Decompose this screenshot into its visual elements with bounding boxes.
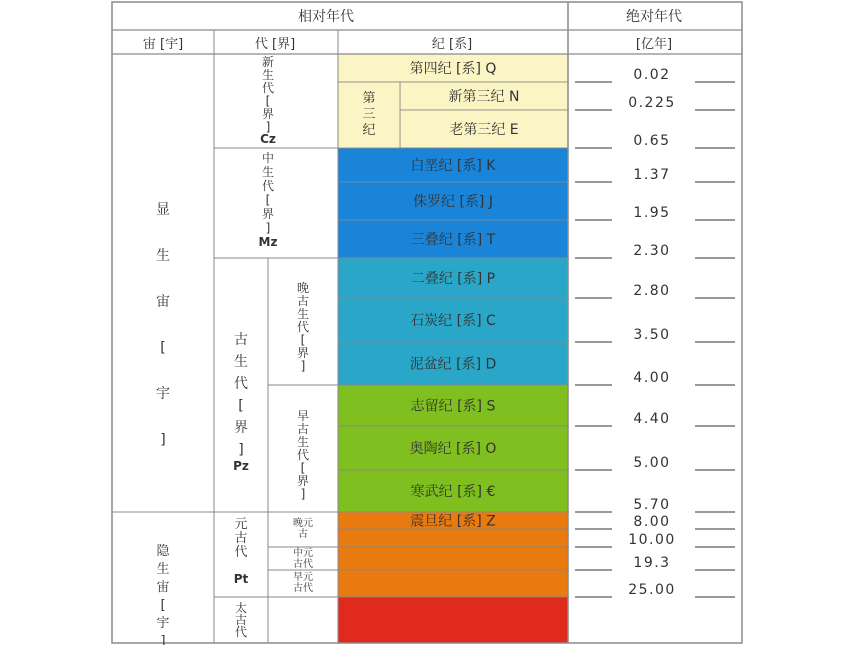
svg-text:显: 显 bbox=[156, 202, 170, 218]
period-label-cretaceous: 白垩纪 [系] K bbox=[410, 158, 496, 174]
era-label-proterozoic bbox=[234, 517, 247, 560]
svg-text:代: 代 bbox=[234, 376, 248, 392]
svg-text:第: 第 bbox=[362, 91, 376, 106]
age-marker bbox=[575, 327, 735, 343]
svg-text:生: 生 bbox=[234, 354, 248, 370]
svg-text:生: 生 bbox=[296, 307, 310, 321]
era-label-paleozoic bbox=[234, 331, 248, 458]
svg-text:古: 古 bbox=[296, 422, 310, 436]
age-label: 2.80 bbox=[633, 283, 671, 299]
svg-text:]: ] bbox=[160, 432, 166, 448]
age-label: 5.70 bbox=[633, 497, 671, 513]
svg-text:代: 代 bbox=[234, 545, 248, 560]
svg-text:]: ] bbox=[300, 359, 306, 373]
period-label-paleogene: 老第三纪 E bbox=[449, 122, 519, 138]
period-archean-block bbox=[338, 597, 568, 643]
age-marker bbox=[575, 455, 735, 471]
age-label: 8.00 bbox=[633, 514, 671, 530]
age-marker bbox=[575, 411, 735, 427]
svg-text:早元: 早元 bbox=[293, 572, 313, 583]
svg-text:]: ] bbox=[238, 442, 244, 458]
svg-text:元: 元 bbox=[234, 517, 248, 532]
period-proterozoic-c bbox=[338, 570, 568, 597]
subera-label-late-paleozoic bbox=[297, 281, 309, 373]
era-code-paleozoic: Pz bbox=[233, 459, 249, 473]
svg-text:代: 代 bbox=[261, 81, 275, 95]
tertiary-label bbox=[362, 91, 375, 138]
eon-label-phanerozoic bbox=[156, 202, 170, 448]
svg-text:宙: 宙 bbox=[156, 294, 170, 310]
period-label-silurian: 志留纪 [系] S bbox=[410, 398, 496, 415]
svg-text:[: [ bbox=[265, 193, 271, 207]
svg-text:宇: 宇 bbox=[156, 386, 170, 402]
svg-text:界: 界 bbox=[296, 346, 310, 360]
age-label: 0.02 bbox=[633, 67, 671, 83]
svg-text:隐: 隐 bbox=[156, 544, 170, 559]
svg-text:界: 界 bbox=[261, 107, 275, 121]
age-label: 19.3 bbox=[633, 555, 671, 571]
header-relative-age: 相对年代 bbox=[298, 9, 354, 25]
svg-text:]: ] bbox=[300, 487, 306, 501]
svg-text:太: 太 bbox=[234, 601, 248, 615]
period-label-sinian: 震旦纪 [系] Z bbox=[410, 513, 496, 530]
svg-text:界: 界 bbox=[296, 474, 310, 488]
period-proterozoic-a bbox=[338, 529, 568, 547]
svg-text:代: 代 bbox=[261, 179, 275, 193]
age-label: 1.95 bbox=[633, 205, 671, 221]
age-marker bbox=[575, 370, 735, 386]
period-label-devonian: 泥盆纪 [系] D bbox=[409, 356, 497, 373]
subera-label-middle-proterozoic bbox=[293, 546, 313, 570]
svg-text:界: 界 bbox=[261, 207, 275, 221]
svg-text:生: 生 bbox=[156, 562, 170, 577]
svg-text:[: [ bbox=[160, 598, 166, 613]
svg-text:代: 代 bbox=[296, 320, 310, 334]
svg-text:中元: 中元 bbox=[293, 548, 313, 559]
svg-text:生: 生 bbox=[261, 165, 275, 179]
period-label-neogene: 新第三纪 N bbox=[448, 89, 520, 105]
period-label-quaternary: 第四纪 [系] Q bbox=[409, 61, 497, 77]
age-label: 25.00 bbox=[628, 582, 676, 598]
period-proterozoic-b bbox=[338, 547, 568, 570]
svg-text:中: 中 bbox=[261, 151, 275, 165]
svg-text:宙: 宙 bbox=[156, 580, 170, 595]
age-marker bbox=[575, 532, 735, 548]
age-label: 4.00 bbox=[633, 370, 671, 386]
svg-text:[: [ bbox=[238, 398, 244, 414]
header-unit: [亿年] bbox=[635, 37, 673, 52]
era-code-cenozoic: Cz bbox=[260, 132, 276, 146]
subera-label-early-proterozoic bbox=[293, 571, 313, 594]
age-label: 2.30 bbox=[633, 243, 671, 259]
era-label-cenozoic bbox=[262, 55, 274, 134]
period-label-triassic: 三叠纪 [系] T bbox=[410, 232, 496, 248]
header-absolute-age: 绝对年代 bbox=[626, 9, 682, 25]
period-label-cambrian: 寒武纪 [系] € bbox=[410, 484, 496, 500]
age-marker bbox=[575, 95, 735, 111]
svg-text:古: 古 bbox=[298, 529, 308, 540]
svg-text:古代: 古代 bbox=[293, 583, 313, 594]
svg-text:晚: 晚 bbox=[296, 281, 310, 295]
svg-text:宇: 宇 bbox=[156, 616, 170, 631]
svg-text:代: 代 bbox=[296, 448, 310, 462]
eon-label-cryptozoic bbox=[156, 543, 170, 645]
period-label-jurassic: 侏罗纪 [系] J bbox=[413, 194, 493, 210]
svg-text:三: 三 bbox=[362, 107, 376, 122]
age-label: 0.225 bbox=[628, 95, 676, 111]
svg-text:界: 界 bbox=[234, 420, 248, 436]
header-era: 代 [界] bbox=[254, 37, 296, 52]
svg-text:[: [ bbox=[300, 461, 306, 475]
svg-text:古: 古 bbox=[296, 294, 310, 308]
svg-text:纪: 纪 bbox=[362, 123, 376, 138]
svg-text:古代: 古代 bbox=[293, 559, 313, 570]
age-marker bbox=[575, 582, 735, 598]
svg-text:古: 古 bbox=[234, 332, 248, 348]
age-marker bbox=[575, 133, 735, 149]
age-label: 10.00 bbox=[628, 532, 676, 548]
subera-label-late-proterozoic bbox=[293, 516, 313, 540]
age-label: 1.37 bbox=[633, 167, 671, 183]
header-eon: 宙 [宇] bbox=[142, 37, 184, 52]
svg-text:生: 生 bbox=[261, 68, 275, 82]
age-marker bbox=[575, 283, 735, 299]
period-label-permian: 二叠纪 [系] P bbox=[410, 271, 496, 287]
age-marker bbox=[575, 205, 735, 221]
era-code-proterozoic: Pt bbox=[233, 572, 249, 586]
age-marker bbox=[575, 167, 735, 183]
age-label: 5.00 bbox=[633, 455, 671, 471]
age-label: 0.65 bbox=[633, 133, 671, 149]
age-label: 3.50 bbox=[633, 327, 671, 343]
age-marker bbox=[575, 555, 735, 571]
header-period: 纪 [系] bbox=[431, 37, 473, 52]
svg-text:代: 代 bbox=[234, 625, 248, 639]
era-label-mesozoic bbox=[262, 150, 274, 235]
period-label-ordovician: 奥陶纪 [系] O bbox=[409, 441, 497, 457]
age-marker bbox=[575, 514, 735, 530]
age-label: 4.40 bbox=[633, 411, 671, 427]
era-code-mesozoic: Mz bbox=[258, 235, 278, 249]
svg-text:新: 新 bbox=[261, 55, 275, 69]
svg-text:[: [ bbox=[265, 94, 271, 108]
era-label-archean bbox=[235, 600, 247, 639]
age-marker bbox=[575, 497, 735, 513]
svg-text:早: 早 bbox=[296, 409, 310, 423]
svg-text:]: ] bbox=[265, 120, 271, 134]
svg-text:生: 生 bbox=[296, 435, 310, 449]
svg-text:[: [ bbox=[160, 340, 166, 356]
svg-text:[: [ bbox=[300, 333, 306, 347]
svg-text:古: 古 bbox=[234, 613, 248, 627]
svg-text:]: ] bbox=[160, 634, 166, 645]
svg-text:]: ] bbox=[265, 221, 271, 235]
subera-label-early-paleozoic bbox=[297, 409, 309, 501]
svg-text:古: 古 bbox=[234, 531, 248, 546]
svg-text:晚元: 晚元 bbox=[293, 518, 313, 529]
period-label-carboniferous: 石炭纪 [系] C bbox=[410, 313, 496, 329]
age-marker bbox=[575, 67, 735, 83]
svg-text:生: 生 bbox=[156, 248, 170, 264]
age-marker bbox=[575, 243, 735, 259]
